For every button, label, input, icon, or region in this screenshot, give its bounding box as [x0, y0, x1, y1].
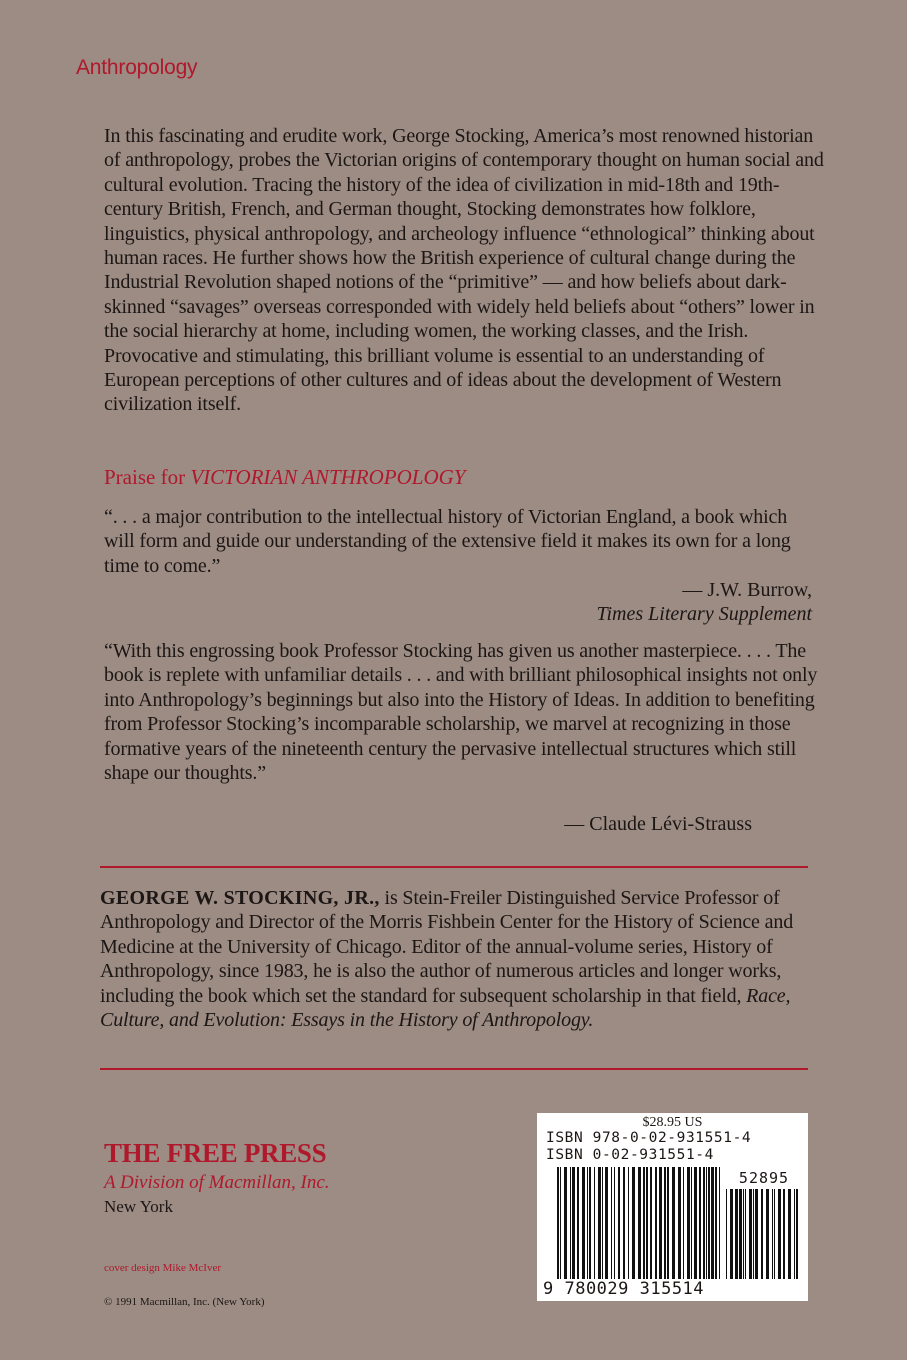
barcode-bar — [672, 1167, 675, 1279]
barcode-bar — [739, 1189, 742, 1279]
barcode-bar — [602, 1167, 603, 1279]
bio-book-title: Race, Culture, and Evolution: Essays in the History of Anthropology. — [100, 984, 791, 1032]
barcode-bar — [643, 1167, 645, 1279]
barcode-bar — [719, 1167, 720, 1279]
isbn-13: ISBN 978-0-02-931551-4 — [546, 1130, 752, 1146]
price: $28.95 US — [642, 1115, 703, 1130]
barcode-bar — [687, 1167, 690, 1279]
barcode-bar — [778, 1189, 781, 1279]
barcode-bar — [667, 1167, 669, 1279]
barcode-bar — [706, 1167, 707, 1279]
divider-top — [100, 866, 808, 868]
barcode-bar — [587, 1167, 588, 1279]
barcode-bar — [623, 1167, 625, 1279]
barcode-bar — [646, 1167, 648, 1279]
author-name: GEORGE W. STOCKING, JR., — [100, 887, 380, 909]
barcode-bar — [577, 1167, 579, 1279]
barcode-bar — [783, 1189, 785, 1279]
category-label: Anthropology — [76, 56, 198, 79]
publisher-name: THE FREE PRESS — [104, 1138, 327, 1168]
barcode-bar — [726, 1189, 727, 1279]
barcode-bar — [794, 1189, 795, 1279]
barcode-bar — [560, 1167, 561, 1279]
review-author-1: — J.W. Burrow, — [682, 579, 812, 601]
barcode-bar — [614, 1167, 615, 1279]
barcode-bar — [664, 1167, 666, 1279]
barcode-label — [537, 1113, 808, 1301]
praise-title: VICTORIAN ANTHROPOLOGY — [190, 465, 466, 489]
publisher-division: A Division of Macmillan, Inc. — [104, 1172, 330, 1193]
barcode-bar — [735, 1189, 738, 1279]
barcode-bar — [605, 1167, 608, 1279]
barcode-bar — [632, 1167, 635, 1279]
barcode-bar — [691, 1167, 692, 1279]
review-attribution-1 — [104, 578, 812, 627]
review-source-1: Times Literary Supplement — [596, 603, 812, 626]
barcode-bar — [638, 1167, 641, 1279]
barcode-bar — [755, 1189, 758, 1279]
barcode-bar — [774, 1189, 775, 1279]
barcode-bar — [582, 1167, 585, 1279]
barcode-bar — [749, 1189, 752, 1279]
bio-text: is Stein-Freiler Distinguished Service Professor of Anthropology and Director of the Morris Fishbein Center for the History of Science and Medicine at the University of Chicago. Editor of the annual-volume series, History of Anthropology, since 1983, he is also the author of numerous articles and longer works, including the book which set the standard for subsequent scholarship in that field, — [100, 887, 794, 1007]
barcode-bar — [678, 1167, 681, 1279]
barcode-bar — [766, 1189, 769, 1279]
barcode-bar — [618, 1167, 620, 1279]
divider-bottom — [100, 1068, 808, 1070]
barcode-bar — [572, 1167, 575, 1279]
barcode-bar — [611, 1167, 612, 1279]
publisher-city: New York — [104, 1197, 173, 1216]
barcode-bar — [761, 1189, 763, 1279]
barcode-bar — [570, 1167, 571, 1279]
barcode-bar — [796, 1189, 798, 1279]
barcode-bar — [598, 1167, 601, 1279]
barcode-bar — [715, 1167, 717, 1279]
barcode-bar — [650, 1167, 652, 1279]
barcode-addon-number: 52895 — [738, 1169, 790, 1187]
barcode-bar — [683, 1167, 684, 1279]
barcode-bar — [743, 1189, 744, 1279]
barcode-bar — [628, 1167, 629, 1279]
barcode-bar — [730, 1189, 733, 1279]
book-description — [104, 124, 824, 417]
barcode-bar — [708, 1167, 710, 1279]
review-quote-1: “. . . a major contribution to the intellectual history of Victorian England, a book which will form and guide our understanding of the extensive field it makes its own for a long time to come.” — [104, 506, 791, 577]
praise-heading — [104, 465, 466, 490]
cover-design-credit: cover design Mike McIver — [104, 1262, 221, 1274]
barcode-bars — [557, 1167, 721, 1279]
barcode-bar — [655, 1167, 657, 1279]
barcode-bar — [659, 1167, 662, 1279]
barcode-bar — [694, 1167, 697, 1279]
description-text: In this fascinating and erudite work, George Stocking, America’s most renowned historian of anthropology, probes the Victorian origins of contemporary thought on human social and cultural evolution. Tracing the history of the idea of civilization in mid-18th and 19th-century British, French, and German thought, Stocking demonstrates how folklore, linguistics, physical anthropology, and archeology influence “ethnological” thinking about human races. He further shows how the British experience of cultural change during the Industrial Revolution shaped notions of the “primitive” — and how beliefs about dark-skinned “savages” overseas corresponded with widely held beliefs about “others” lower in the social hierarchy at home, including women, the working classes, and the Irish. Provocative and stimulating, this brilliant volume is essential to an understanding of European perceptions of other cultures and of ideas about the development of Western civilization itself. — [104, 125, 824, 416]
copyright-notice: © 1991 Macmillan, Inc. (New York) — [104, 1296, 265, 1308]
barcode-bar — [772, 1189, 773, 1279]
barcode-bar — [699, 1167, 701, 1279]
author-bio — [100, 886, 820, 1032]
barcode-addon-bars — [726, 1189, 800, 1279]
barcode-bar — [788, 1189, 791, 1279]
barcode-bar — [594, 1167, 595, 1279]
barcode-bar — [703, 1167, 705, 1279]
praise-prefix: Praise for — [104, 465, 191, 489]
barcode-bar — [589, 1167, 591, 1279]
isbn-10: ISBN 0-02-931551-4 — [546, 1147, 714, 1163]
barcode-bar — [711, 1167, 714, 1279]
ean-number: 9 780029 315514 — [543, 1279, 705, 1299]
barcode-bar — [745, 1189, 746, 1279]
barcode-bar — [564, 1167, 567, 1279]
barcode-bar — [557, 1167, 559, 1279]
barcode-bar — [753, 1189, 754, 1279]
review-quote-2: “With this engrossing book Professor Stocking has given us another masterpiece. . . . The book is replete with unfamiliar details . . . and with brilliant philosophical insights not only into Anthropology’s beginnings but also into the History of Ideas. In addition to benefiting from Professor Stocking’s incomparable scholarship, we marvel at recognizing in those formative years of the nineteenth century the pervasive intellectual structures which still shape our thoughts.” — [104, 640, 818, 785]
review-author-2: — Claude Lévi-Strauss — [564, 813, 752, 835]
